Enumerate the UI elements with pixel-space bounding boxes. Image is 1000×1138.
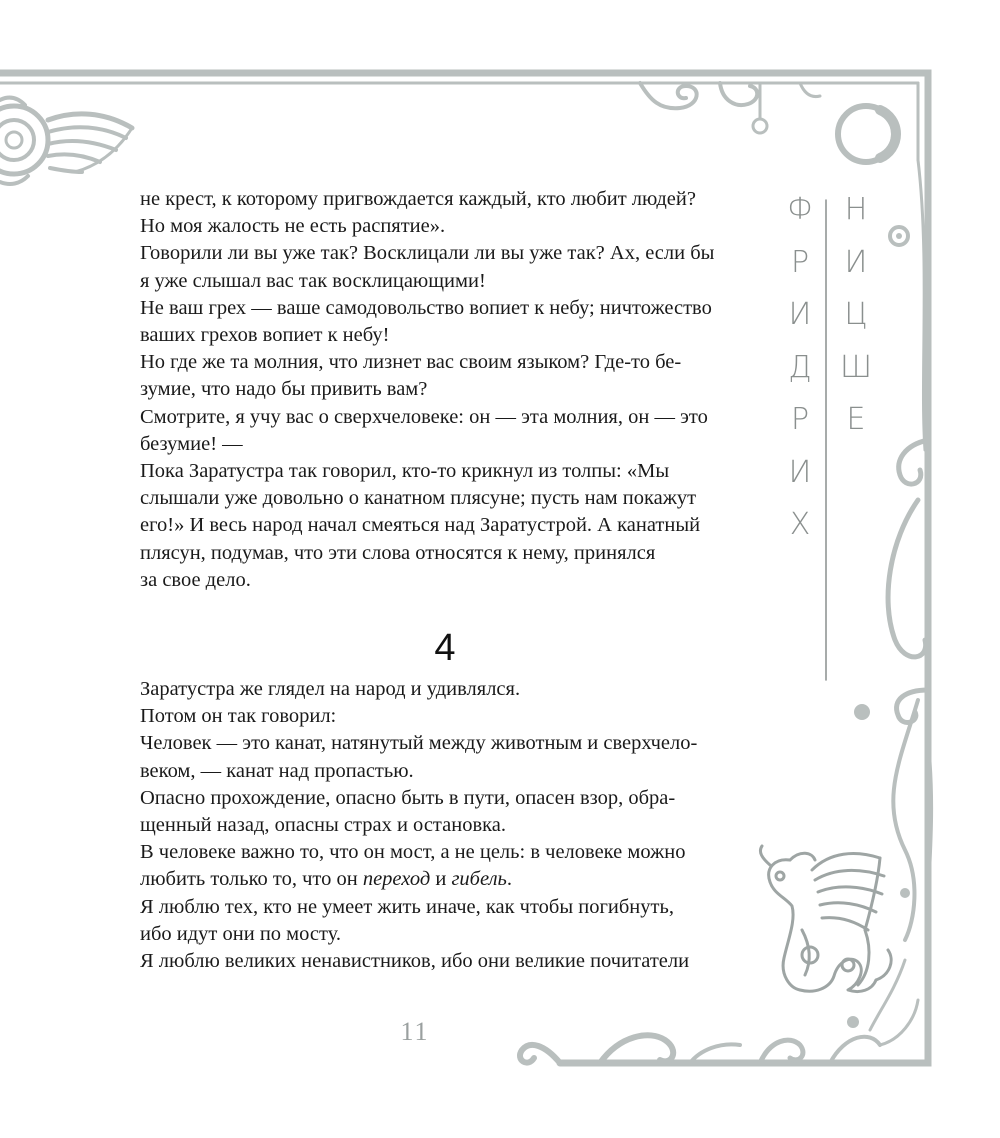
paragraph xyxy=(140,839,750,893)
paragraph xyxy=(140,240,750,294)
paragraph xyxy=(140,404,750,458)
paragraph xyxy=(140,676,750,703)
letter: Ш xyxy=(839,349,873,385)
text-line: слышали уже довольно о канатном плясуне; пусть нам покажут xyxy=(140,487,697,510)
text-line: веком, — канат над пропастью. xyxy=(140,759,414,782)
letter: Ц xyxy=(844,297,868,332)
italic-word: переход xyxy=(362,868,431,891)
text-line-mixed xyxy=(140,868,512,890)
letter: И xyxy=(788,297,812,332)
italic-word: гибель xyxy=(451,868,507,891)
text-line: Заратустра же глядел на народ и удивлялся. xyxy=(140,678,521,700)
paragraph xyxy=(140,785,750,839)
text-line: не крест, к которому пригвождается каждый, кто любит людей? xyxy=(140,188,696,210)
text-line: В человеке важно то, что он мост, а не цель: в человеке можно xyxy=(140,841,686,864)
text-line: Я люблю тех, кто не умеет жить иначе, как чтобы погибнуть, xyxy=(140,895,674,918)
paragraph xyxy=(140,730,750,784)
letter: Р xyxy=(790,244,810,280)
letter: Ф xyxy=(787,192,813,227)
page-number: 11 xyxy=(400,1017,430,1046)
griffin-icon xyxy=(760,846,891,992)
paragraph xyxy=(140,894,750,948)
text-line: Говорили ли вы уже так? Восклицали ли вы уже так? Ах, если бы xyxy=(140,242,715,265)
section-1-text xyxy=(140,186,750,594)
letter: И xyxy=(844,244,868,280)
text-line: ваших грехов вопиет к небу! xyxy=(140,324,390,347)
text-segment: и xyxy=(430,868,452,891)
paragraph xyxy=(140,295,750,349)
text-line: безумие! — xyxy=(140,432,243,455)
letter: Х xyxy=(789,507,811,542)
text-line: Опасно прохождение, опасно быть в пути, опасен взор, обра- xyxy=(140,786,676,809)
text-line: ибо идут они по мосту. xyxy=(140,922,342,945)
text-line: Пока Заратустра так говорил, кто-то крикнул из толпы: «Мы xyxy=(140,460,670,483)
chapter-number: 4 xyxy=(434,627,456,669)
text-line: Но моя жалость не есть распятие». xyxy=(140,215,446,238)
text-line: плясун, подумав, что эти слова относятся к нему, принялся xyxy=(140,541,656,564)
letter: Е xyxy=(846,402,866,437)
paragraph xyxy=(140,948,750,975)
paragraph xyxy=(140,349,750,403)
text-line: за свое дело. xyxy=(140,568,251,591)
letter: И xyxy=(788,454,812,490)
letter: Н xyxy=(844,192,868,227)
text-segment: любить только то, что он xyxy=(140,868,363,891)
text-segment: . xyxy=(506,868,512,891)
author-first-name xyxy=(780,184,820,552)
text-line: я уже слышал вас так восклицающими! xyxy=(140,269,486,292)
paragraph xyxy=(140,458,750,594)
text-line: Человек — это канат, натянутый между животным и сверхчело- xyxy=(140,732,698,755)
main-text xyxy=(140,186,750,973)
letter: Д xyxy=(788,349,812,385)
text-line: Но где же та молния, что лизнет вас своим языком? Где-то бе- xyxy=(140,351,682,374)
section-2-text xyxy=(140,676,750,975)
author-last-name xyxy=(836,184,876,447)
text-line: Не ваш грех — ваше самодовольство вопиет к небу; ничтожество xyxy=(140,296,712,319)
paragraph xyxy=(140,703,750,730)
text-line: зумие, что надо бы привить вам? xyxy=(140,378,428,401)
text-line: Я люблю великих ненавистников, ибо они великие почитатели xyxy=(140,950,690,973)
text-line: его!» И весь народ начал смеяться над Заратустрой. А канатный xyxy=(140,514,701,537)
text-line: Потом он так говорил: xyxy=(140,705,337,728)
text-line: щенный назад, опасны страх и остановка. xyxy=(140,814,506,837)
letter: Р xyxy=(790,402,810,437)
paragraph xyxy=(140,186,750,240)
text-line: Смотрите, я учу вас о сверхчеловеке: он — эта молния, он — это xyxy=(140,405,708,428)
